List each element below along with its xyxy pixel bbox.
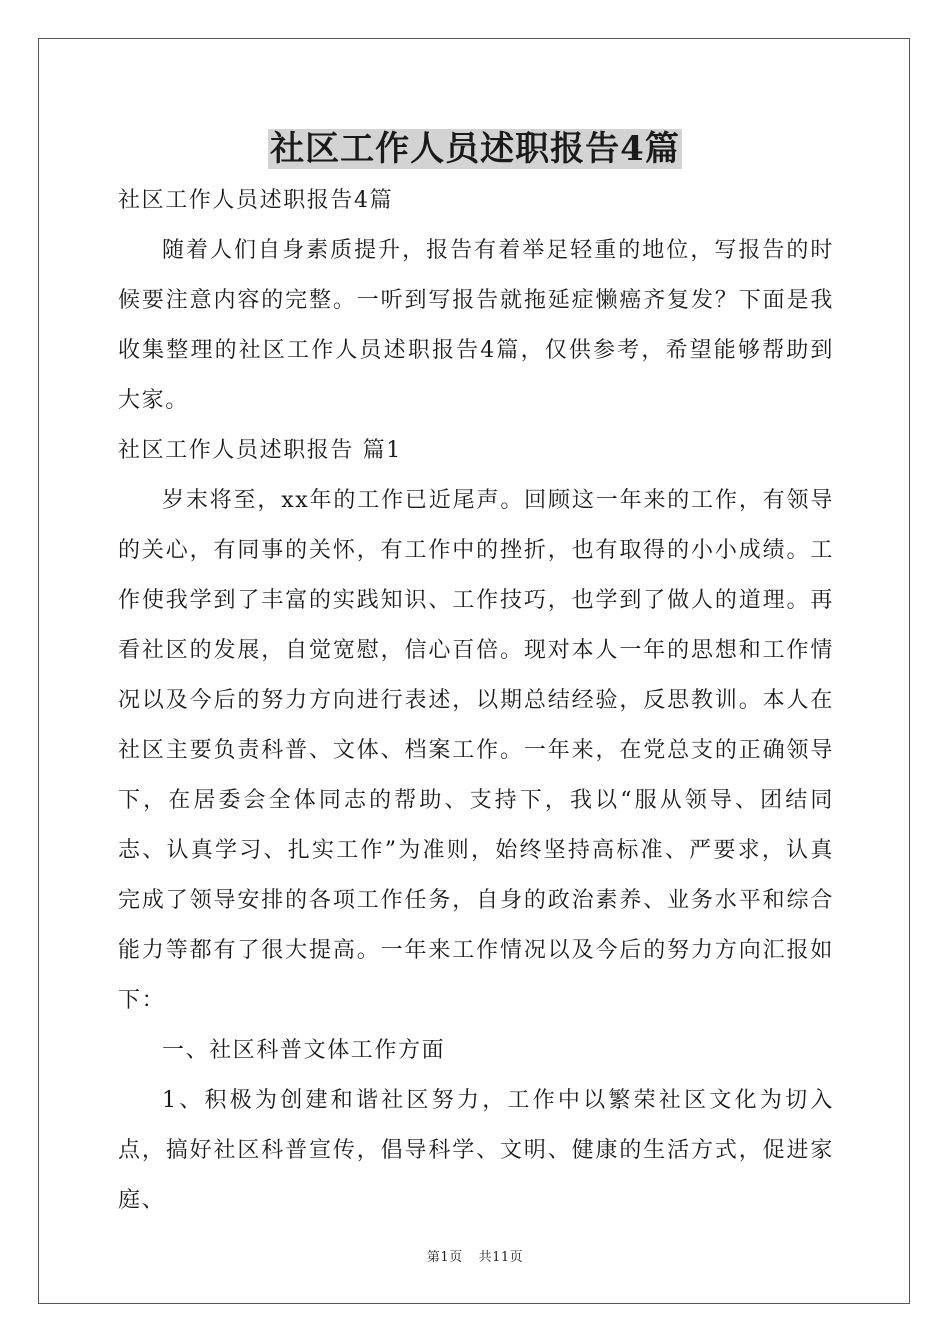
total-pages: 共11页 (478, 1250, 524, 1265)
document-title (0, 126, 950, 172)
section-heading: 社区工作人员述职报告 篇1 (118, 438, 402, 463)
intro-paragraph: 随着人们自身素质提升，报告有着举足轻重的地位，写报告的时候要注意内容的完整。一听到写报告就拖延症懒癌齐复发？下面是我收集整理的社区工作人员述职报告4篇，仅供参考，希望能够帮助到大家。 (118, 238, 834, 413)
document-title-text: 社区工作人员述职报告4篇 (270, 129, 680, 169)
page-number: 第1页 (426, 1250, 463, 1265)
subsection-heading: 一、社区科普文体工作方面 (162, 1038, 446, 1063)
document-subtitle: 社区工作人员述职报告4篇 (118, 188, 394, 213)
body-paragraph: 岁末将至，xx年的工作已近尾声。回顾这一年来的工作，有领导的关心，有同事的关怀，有工作中的挫折，也有取得的小小成绩。工作使我学到了丰富的实践知识、工作技巧，也学到了做人的道理。再看社区的发展，自觉宽慰，信心百倍。现对本人一年的思想和工作情况以及今后的努力方向进行表述，以期总结经验，反思教训。本人在社区主要负责科普、文体、档案工作。一年来，在党总支的正确领导下，在居委会全体同志的帮助、支持下，我以“服从领导、团结同志、认真学习、扎实工作”为准则，始终坚持高标准、严要求，认真完成了领导安排的各项工作任务，自身的政治素养、业务水平和综合能力等都有了很大提高。一年来工作情况以及今后的努力方向汇报如下： (118, 488, 834, 1013)
document-body (118, 176, 834, 1226)
body-paragraph: 1、积极为创建和谐社区努力，工作中以繁荣社区文化为切入点，搞好社区科普宣传，倡导科学、文明、健康的生活方式，促进家庭、 (118, 1088, 834, 1213)
page-footer (0, 1246, 950, 1265)
